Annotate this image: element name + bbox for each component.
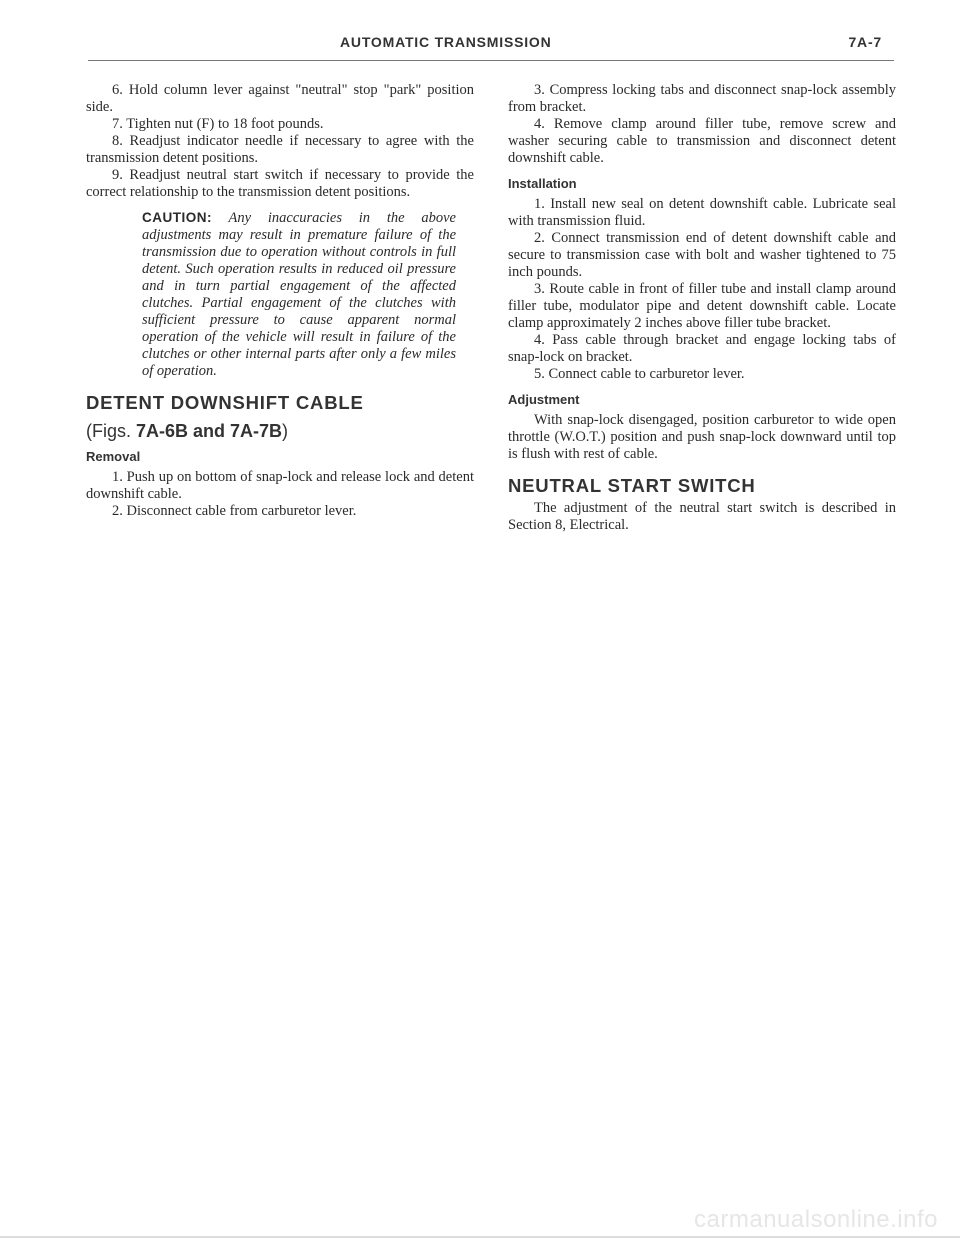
caution-text: Any inaccuracies in the above adjustments may result in premature failure of the transmission due to operation without controls in full detent. Such operation results in reduced oil pressure and in turn partial engagement of the affected clutches. Partial engagement of the clutches with sufficient pressure to cause apparent normal operation of the vehicle will result in failure of the clutches or other internal parts after only a few miles of operation. xyxy=(142,210,456,379)
neutral-start-switch-text: The adjustment of the neutral start switch is described in Section 8, Electrical. xyxy=(508,500,896,533)
removal-step-1: 1. Push up on bottom of snap-lock and release lock and detent downshift cable. xyxy=(86,469,474,502)
page-header xyxy=(88,32,888,54)
watermark: carmanualsonline.info xyxy=(694,1206,938,1233)
installation-step-3: 3. Route cable in front of filler tube and install clamp around filler tube, modulator pipe and detent downshift cable. Locate clamp approximately 2 inches above filler tube bracket. xyxy=(508,281,896,331)
adjustment-text: With snap-lock disengaged, position carburetor to wide open throttle (W.O.T.) position and push snap-lock downward until top is flush with rest of cable. xyxy=(508,412,896,462)
installation-step-2: 2. Connect transmission end of detent downshift cable and secure to transmission case with bolt and washer tightened to 75 inch pounds. xyxy=(508,230,896,280)
step-7: 7. Tighten nut (F) to 18 foot pounds. xyxy=(112,116,324,132)
section-title-neutral-start-switch: NEUTRAL START SWITCH xyxy=(508,475,756,496)
right-column xyxy=(508,82,896,534)
removal-step-2: 2. Disconnect cable from carburetor lever. xyxy=(112,503,357,519)
running-title: AUTOMATIC TRANSMISSION xyxy=(340,34,552,50)
figure-reference: (Figs. 7A-6B and 7A-7B) xyxy=(86,421,289,441)
adjustment-heading: Adjustment xyxy=(508,392,580,407)
caution-label: CAUTION: xyxy=(142,210,212,225)
step-6: 6. Hold column lever against "neutral" stop "park" position side. xyxy=(86,82,474,115)
step-9: 9. Readjust neutral start switch if necessary to provide the correct relationship to the transmission detent positions. xyxy=(86,167,474,200)
left-column xyxy=(86,82,474,520)
installation-heading: Installation xyxy=(508,176,577,191)
removal-step-4: 4. Remove clamp around filler tube, remove screw and washer securing cable to transmission and disconnect detent downshift cable. xyxy=(508,116,896,166)
bottom-rule xyxy=(0,1236,960,1238)
installation-step-4: 4. Pass cable through bracket and engage locking tabs of snap-lock on bracket. xyxy=(508,332,896,365)
installation-step-5: 5. Connect cable to carburetor lever. xyxy=(534,366,745,382)
installation-step-1: 1. Install new seal on detent downshift cable. Lubricate seal with transmission fluid. xyxy=(508,196,896,229)
removal-step-3: 3. Compress locking tabs and disconnect snap-lock assembly from bracket. xyxy=(508,82,896,115)
header-rule xyxy=(88,60,894,61)
removal-heading: Removal xyxy=(86,449,141,464)
caution-note xyxy=(142,209,456,380)
section-title-detent-downshift-cable: DETENT DOWNSHIFT CABLE xyxy=(86,392,364,413)
step-8: 8. Readjust indicator needle if necessary to agree with the transmission detent positions. xyxy=(86,133,474,166)
page-number: 7A-7 xyxy=(848,34,882,50)
